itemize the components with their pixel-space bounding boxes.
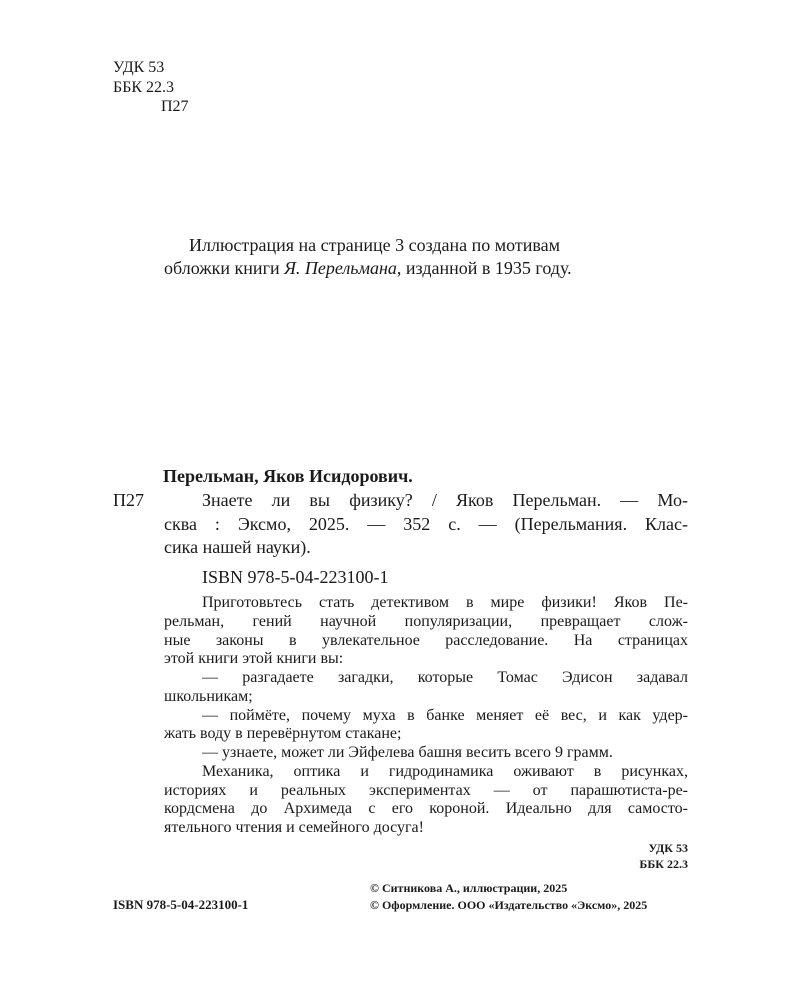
catalog-mark: П27 <box>113 490 144 510</box>
bbk-code: ББК 22.3 <box>113 79 175 96</box>
catalog-author: Перельман, Яков Исидорович. <box>163 466 413 486</box>
annotation-line: ные законы в увлекательное расследование. На страницах <box>164 631 688 649</box>
note-author: Я. Перельмана <box>284 258 397 278</box>
annotation-line: ятельного чтения и семейного досуга! <box>164 819 424 836</box>
catalog-line: Знаете ли вы физику? / Яков Перельман. — Мо- <box>202 490 688 510</box>
annotation-line: рельман, гений научной популяризации, превращает слож- <box>164 612 688 630</box>
udk-code: УДК 53 <box>113 59 165 76</box>
note-text: , изданной в 1935 году. <box>396 258 572 278</box>
annotation-line: — узнаете, может ли Эйфелева башня весить всего 9 грамм. <box>202 744 613 761</box>
copyright-design: © Оформление. ООО «Издательство «Эксмо», 2025 <box>370 898 648 912</box>
annotation-line: Приготовьтесь стать детективом в мире физики! Яков Пе- <box>202 594 688 611</box>
annotation-line: школьникам; <box>164 687 253 705</box>
catalog-isbn: ISBN 978-5-04-223100-1 <box>202 567 389 587</box>
author-mark: П27 <box>161 98 189 115</box>
annotation-line: историях и реальных экспериментах — от парашютиста-ре- <box>164 781 688 799</box>
catalog-line: сика нашей науки). <box>164 537 311 557</box>
annotation-line: кордсмена до Архимеда с его короной. Идеально для самосто- <box>164 800 688 818</box>
note-text: обложки книги <box>164 258 285 278</box>
illustration-note-line1: Иллюстрация на странице 3 создана по мотивам <box>189 235 561 255</box>
annotation-line: — разгадаете загадки, которые Томас Эдисон задавал <box>202 669 688 686</box>
annotation-line: Механика, оптика и гидродинамика оживают в рисунках, <box>202 762 688 780</box>
annotation-line: этой книги этой книги вы: <box>164 650 344 668</box>
copyright-illustrations: © Ситникова А., иллюстрации, 2025 <box>370 881 568 895</box>
footer-bbk: ББК 22.3 <box>639 857 688 871</box>
annotation-line: жать воду в перевёрнутом стакане; <box>164 725 402 743</box>
annotation-line: — поймёте, почему муха в банке меняет её вес, и как удер- <box>202 706 688 724</box>
footer-isbn: ISBN 978-5-04-223100-1 <box>113 897 249 912</box>
illustration-note-line2 <box>164 258 572 278</box>
footer-udk: УДК 53 <box>648 841 688 855</box>
catalog-line: сква : Эксмо, 2025. — 352 с. — (Перельмания. Клас- <box>164 514 688 534</box>
